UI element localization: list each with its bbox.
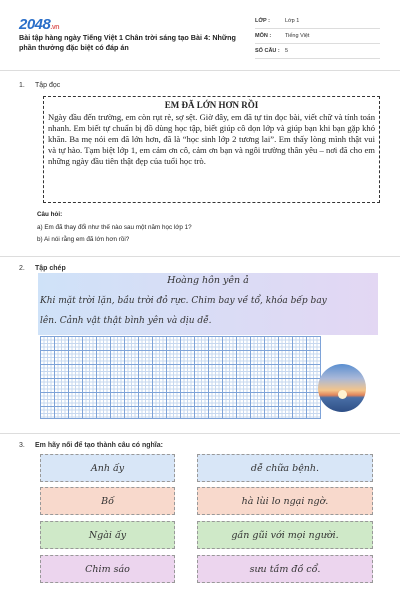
questions-heading: Câu hỏi: xyxy=(37,211,63,218)
section-2-number: 2. xyxy=(19,265,25,272)
question-a: a) Em đã thay đổi như thế nào sau một năm học lớp 1? xyxy=(37,224,192,231)
meta-subject-row xyxy=(255,29,380,44)
divider xyxy=(0,433,400,434)
meta-subject-key: MÔN : xyxy=(255,33,272,39)
section-2-heading xyxy=(19,265,66,272)
divider xyxy=(0,70,400,71)
copy-title: Hoàng hôn yên ả xyxy=(167,275,249,286)
sunset-image xyxy=(318,364,366,412)
section-1-title: Tập đọc xyxy=(35,82,61,89)
match-left-1[interactable]: Anh ấy xyxy=(40,454,175,482)
copy-line-1: Khi mặt trời lặn, bầu trời đỏ rực. Chim bay về tổ, khóa bếp bay xyxy=(40,296,327,306)
meta-class-row xyxy=(255,14,380,29)
section-3-heading xyxy=(19,442,163,449)
match-left-2[interactable]: Bố xyxy=(40,487,175,515)
sun-shape xyxy=(338,390,347,399)
match-right-4[interactable]: sưu tầm đồ cổ. xyxy=(197,555,373,583)
meta-count-value: 5 xyxy=(285,48,289,54)
divider xyxy=(0,256,400,257)
reading-passage xyxy=(43,96,380,203)
section-3-title: Em hãy nối để tạo thành câu có nghĩa: xyxy=(35,442,163,449)
logo-suffix: .vn xyxy=(50,24,59,31)
passage-title: EM ĐÃ LỚN HƠN RỒI xyxy=(164,100,259,110)
logo-text: 2048 xyxy=(19,16,51,33)
copy-line-2: lên. Cảnh vật thật bình yên và dịu dễ. xyxy=(40,316,212,326)
match-left-3[interactable]: Ngài ấy xyxy=(40,521,175,549)
section-1-number: 1. xyxy=(19,82,25,89)
match-left-4[interactable]: Chim sáo xyxy=(40,555,175,583)
meta-subject-value: Tiếng Việt xyxy=(285,33,310,39)
match-right-1[interactable]: dễ chữa bệnh. xyxy=(197,454,373,482)
handwriting-grid[interactable] xyxy=(40,336,321,419)
match-right-3[interactable]: gần gũi với mọi người. xyxy=(197,521,373,549)
meta-class-value: Lớp 1 xyxy=(285,18,300,24)
section-1-heading xyxy=(19,82,60,89)
question-b: b) Ai nói rằng em đã lớn hơn rồi? xyxy=(37,236,130,243)
meta-count-key: SỐ CÂU : xyxy=(255,48,280,54)
page-title: Bài tập hàng ngày Tiếng Việt 1 Chân trời sáng tạo Bài 4: Những phần thưởng đặc biệt có đáp án xyxy=(19,33,236,52)
section-3-number: 3. xyxy=(19,442,25,449)
passage-text: Ngày đầu đến trường, em còn rụt rè, sợ sệt. Giờ đây, em đã tự tin đọc bài, viết chữ và tính toán nhanh. Em biết tự chuẩn bị đồ dùng học tập, biết giúp cô dọn lớp và giúp bạn khi bạn gặp khó khăn. Ba mẹ nói em đã lớn hơn, đã là “học sinh lớp 2 tương lai”. Em thấy lòng mình thật vui và tự hào. Tạm biệt lớp 1, em cảm ơn cô, cảm ơn bạn và ngôi trường thân yêu – nơi đã cho em những ngày đầu tiên thật đẹp của tuổi học trò. xyxy=(48,112,375,166)
site-logo[interactable] xyxy=(19,16,59,33)
meta-count-row xyxy=(255,44,380,59)
meta-class-key: LỚP : xyxy=(255,18,270,24)
match-right-2[interactable]: hà lùi lo ngại ngờ. xyxy=(197,487,373,515)
section-2-title: Tập chép xyxy=(35,265,66,272)
